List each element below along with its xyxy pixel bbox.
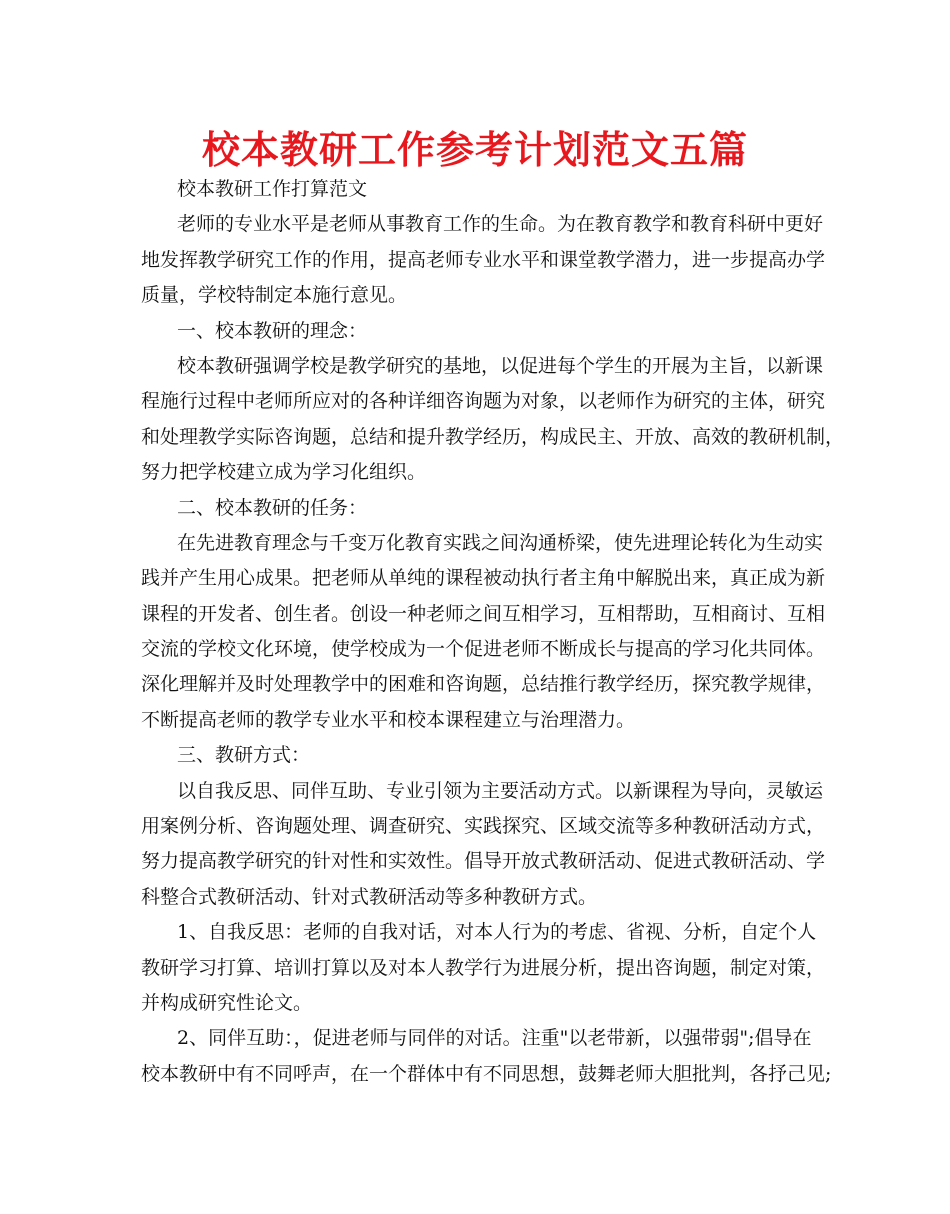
paragraph-line: 努力把学校建立成为学习化组织。: [141, 461, 427, 484]
paragraph-line: 不断提高老师的教学专业水平和校本课程建立与治理潜力。: [141, 708, 636, 731]
numbered-item-line: 2、同伴互助：，促进老师与同伴的对话。注重"以老带新，以强带弱";倡导在: [177, 1027, 812, 1050]
section-subtitle: 校本教研工作打算范文: [177, 178, 368, 200]
paragraph-line: 深化理解并及时处理教学中的困难和咨询题，总结推行教学经历，探究教学规律，: [141, 673, 826, 696]
section-heading: 二、校本教研的任务：: [177, 496, 368, 519]
paragraph-line: 教研学习打算、培训打算以及对本人教学行为进展分析，提出咨询题，制定对策，: [141, 956, 826, 979]
paragraph-line: 地发挥教学研究工作的作用，提高老师专业水平和课堂教学潜力，进一步提高办学: [141, 248, 826, 271]
numbered-item-line: 1、自我反思：老师的自我对话，对本人行为的考虑、省视、分析，自定个人: [177, 921, 817, 944]
paragraph-line: 校本教研强调学校是教学研究的基地，以促进每个学生的开展为主旨，以新课: [177, 354, 824, 377]
section-heading: 一、校本教研的理念：: [177, 319, 368, 342]
paragraph-line: 努力提高教学研究的针对性和实效性。倡导开放式教研活动、促进式教研活动、学: [141, 850, 826, 873]
paragraph-line: 和处理教学实际咨询题，总结和提升教学经历，构成民主、开放、高效的教研机制，: [141, 425, 845, 448]
paragraph-line: 用案例分析、咨询题处理、调查研究、实践探究、区域交流等多种教研活动方式，: [141, 815, 826, 838]
paragraph-line: 践并产生用心成果。把老师从单纯的课程被动执行者主角中解脱出来，真正成为新: [141, 567, 826, 590]
paragraph-line: 老师的专业水平是老师从事教育工作的生命。为在教育教学和教育科研中更好: [177, 213, 824, 236]
paragraph-line: 在先进教育理念与千变万化教育实践之间沟通桥梁，使先进理论转化为生动实: [177, 531, 824, 554]
paragraph-line: 并构成研究性论文。: [141, 991, 313, 1014]
paragraph-line: 科整合式教研活动、针对式教研活动等多种教研方式。: [141, 885, 598, 908]
paragraph-line: 质量，学校特制定本施行意见。: [141, 284, 408, 307]
paragraph-line: 课程的开发者、创生者。创设一种老师之间互相学习，互相帮助，互相商讨、互相: [141, 602, 826, 625]
paragraph-line: 以自我反思、同伴互助、专业引领为主要活动方式。以新课程为导向，灵敏运: [177, 779, 824, 802]
document-title: 校本教研工作参考计划范文五篇: [201, 128, 748, 172]
paragraph-line: 交流的学校文化环境，使学校成为一个促进老师不断成长与提高的学习化共同体。: [141, 638, 826, 661]
paragraph-line: 校本教研中有不同呼声，在一个群体中有不同思想，鼓舞老师大胆批判，各抒己见;: [141, 1062, 832, 1085]
paragraph-line: 程施行过程中老师所应对的各种详细咨询题为对象，以老师作为研究的主体，研究: [141, 390, 826, 413]
document-body: [141, 172, 845, 1092]
section-heading: 三、教研方式：: [177, 744, 311, 767]
